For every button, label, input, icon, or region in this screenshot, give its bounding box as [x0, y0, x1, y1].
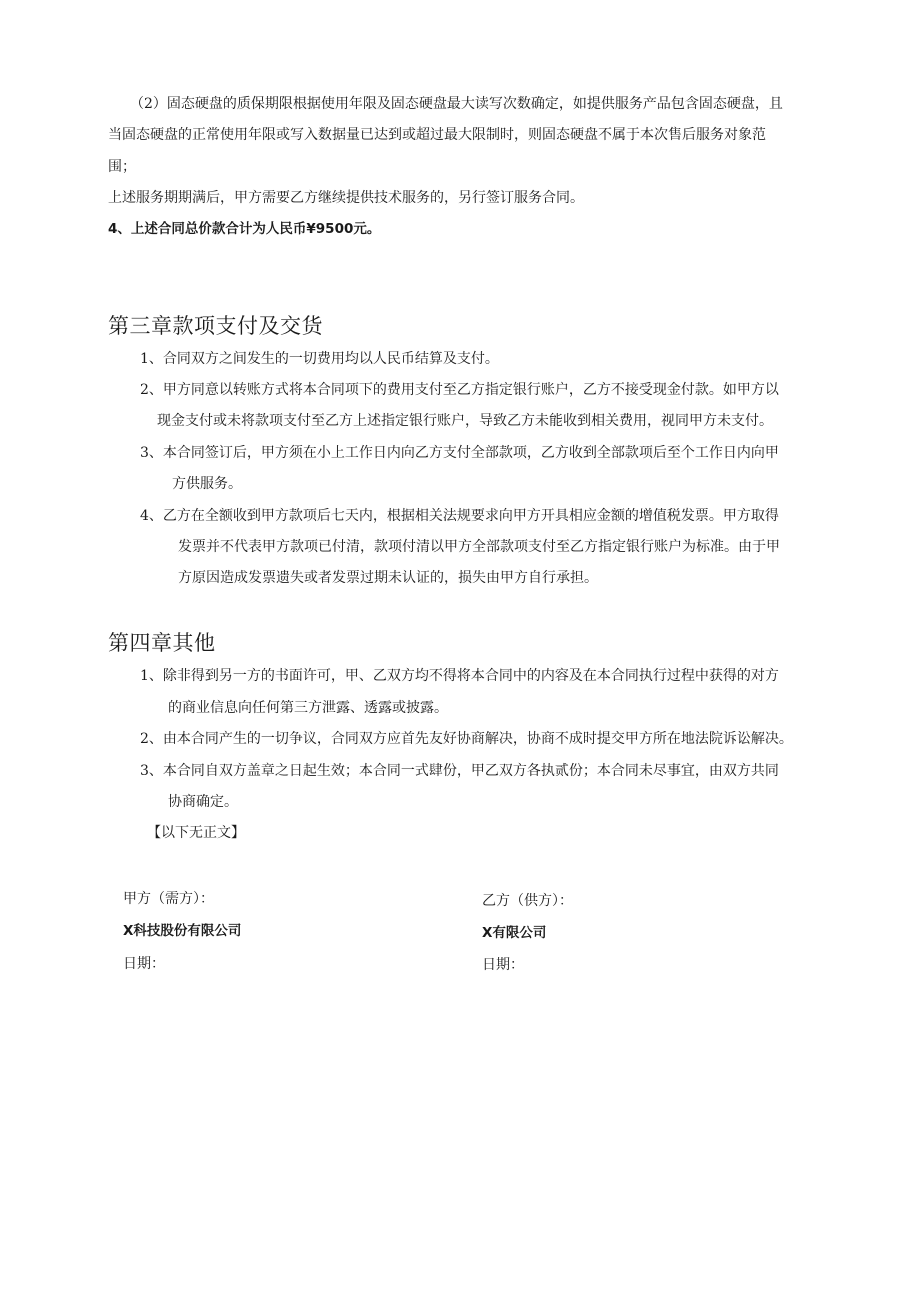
party-a-date: 日期：: [123, 956, 165, 972]
chapter-4-item-3-line-1: 3、本合同自双方盖章之日起生效；本合同一式肆份，甲乙双方各执贰份；本合同未尽事宜，由双方共同: [140, 763, 779, 779]
chapter-3-item-3-line-1: 3、本合同签订后，甲方须在小上工作日内向乙方支付全部款项，乙方收到全部款项后至个工作日内向甲: [140, 445, 779, 461]
chapter-3-item-4-line-3: 方原因造成发票遗失或者发票过期未认证的，损失由甲方自行承担。: [178, 570, 598, 586]
chapter-3-item-4-line-2: 发票并不代表甲方款项已付清，款项付清以甲方全部款项支付至乙方指定银行账户为标准。由于甲: [178, 539, 780, 555]
end-of-text-note: 【以下无正文】: [147, 825, 245, 841]
warranty-clause-ssd-line-1: （2）固态硬盘的质保期限根据使用年限及固态硬盘最大读写次数确定，如提供服务产品包含固态硬盘，且: [130, 96, 783, 112]
chapter-3-item-1: 1、合同双方之间发生的一切费用均以人民币结算及支付。: [140, 351, 499, 367]
party-b-label: 乙方（供方）：: [482, 893, 573, 909]
service-renewal-clause: 上述服务期期满后，甲方需要乙方继续提供技术服务的，另行签订服务合同。: [108, 190, 584, 206]
chapter-3-item-2-line-2: 现金支付或未将款项支付至乙方上述指定银行账户，导致乙方未能收到相关费用，视同甲方未支付。: [157, 413, 773, 429]
chapter-4-item-1-line-2: 的商业信息向任何第三方泄露、透露或披露。: [168, 700, 448, 716]
chapter-3-title: 第三章款项支付及交货: [108, 314, 323, 338]
chapter-4-item-3-line-2: 协商确定。: [168, 794, 238, 810]
chapter-3-item-4-line-1: 4、乙方在全额收到甲方款项后七天内，根据相关法规要求向甲方开具相应金额的增值税发票。甲方取得: [140, 508, 779, 524]
chapter-4-title: 第四章其他: [108, 631, 216, 655]
party-b-company-name: X有限公司: [482, 925, 547, 941]
warranty-clause-ssd-line-2: 当固态硬盘的正常使用年限或写入数据量已达到或超过最大限制时，则固态硬盘不属于本次售后服务对象范: [108, 127, 766, 143]
warranty-clause-ssd-line-3: 围；: [108, 159, 136, 175]
chapter-3-item-3-line-2: 方供服务。: [172, 476, 242, 492]
party-b-date: 日期：: [482, 957, 524, 973]
contract-total-price: 4、上述合同总价款合计为人民币¥9500元。: [108, 221, 381, 237]
chapter-4-item-2: 2、由本合同产生的一切争议，合同双方应首先友好协商解决，协商不成时提交甲方所在地法院诉讼解决。: [140, 731, 793, 747]
party-a-company-name: X科技股份有限公司: [123, 923, 242, 939]
chapter-3-item-2-line-1: 2、甲方同意以转账方式将本合同项下的费用支付至乙方指定银行账户，乙方不接受现金付款。如甲方以: [140, 382, 779, 398]
party-a-label: 甲方（需方）：: [123, 891, 214, 907]
chapter-4-item-1-line-1: 1、除非得到另一方的书面许可，甲、乙双方均不得将本合同中的内容及在本合同执行过程中获得的对方: [140, 668, 779, 684]
